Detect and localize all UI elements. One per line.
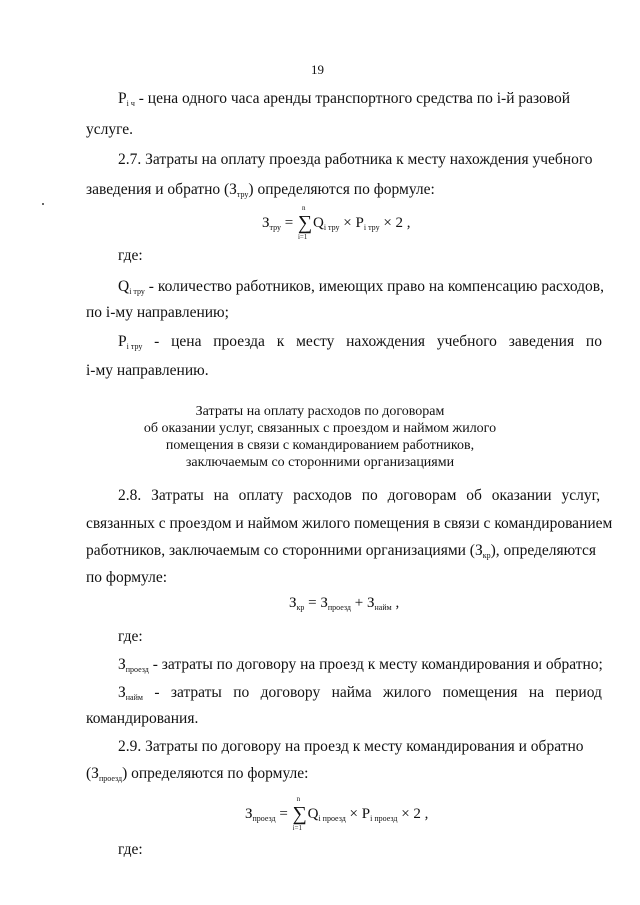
word: - (154, 684, 160, 701)
paragraph-2-9-line1: 2.9. Затраты по договору на проезд к месту командирования и обратно (118, 738, 584, 755)
formula-subscript: i проезд (370, 814, 398, 823)
formula-subscript: проезд (327, 603, 352, 612)
page-number: 19 (311, 62, 324, 77)
word: месту (296, 333, 335, 350)
sum-symbol: n ∑ i=1 (297, 204, 313, 241)
formula-term: З (366, 595, 375, 611)
symbol-p-group (118, 332, 142, 357)
formula-tail: × 2 , (383, 215, 411, 231)
word: договору (260, 684, 321, 701)
where-label: где: (118, 841, 143, 858)
formula-lhs: З (245, 806, 253, 822)
definition-q-tru (118, 277, 604, 302)
paragraph-line: командирования. (86, 710, 199, 727)
symbol-subscript: проезд (98, 774, 123, 783)
where-label: где: (118, 247, 143, 264)
word: к (276, 333, 285, 350)
formula-q: Q (312, 215, 324, 231)
formula-lhs: З (289, 595, 297, 611)
formula-subscript: тру (269, 223, 282, 232)
formula-equals: = (284, 215, 294, 231)
word: период (555, 684, 602, 701)
paragraph-2-8-line1: 2.8. Затраты на оплату расходов по договорам об оказании услуг, (118, 487, 601, 504)
definition-z-proezd (118, 655, 603, 680)
formula-subscript: i тру (323, 223, 340, 232)
symbol-subscript: проезд (125, 665, 149, 674)
paragraph-line: услуге. (86, 121, 134, 138)
formula-subscript: кр (296, 603, 305, 612)
formula-subscript: i проезд (318, 814, 346, 823)
formula-equals: = (308, 595, 317, 611)
formula-z-kr (289, 595, 399, 612)
formula-tail: × 2 , (401, 806, 429, 822)
word: цена (171, 333, 202, 350)
symbol-z: З (474, 542, 483, 559)
symbol-z-group (118, 683, 143, 708)
formula-term: З (320, 595, 328, 611)
word: жилого (383, 684, 432, 701)
word: нахождения (346, 333, 426, 350)
formula-subscript: найм (374, 603, 392, 612)
scan-mark (42, 203, 44, 205)
word: по (585, 333, 602, 350)
formula-equals: = (279, 806, 288, 822)
symbol-q: Q (118, 278, 130, 295)
symbol-z: З (229, 181, 237, 198)
formula-q: Q (307, 806, 319, 822)
sum-lower-limit: i=1 (292, 824, 303, 832)
word: найма (331, 684, 372, 701)
symbol-subscript: i тру (126, 342, 143, 351)
word: по (233, 684, 250, 701)
definition-text: - количество работников, имеющих право на компенсацию расходов, (148, 278, 604, 295)
symbol-z: З (118, 656, 126, 673)
symbol-subscript: найм (125, 693, 143, 702)
word: на (528, 684, 545, 701)
paragraph-2-8-line2: связанных с проездом и наймом жилого помещения в связи с командированием (86, 515, 613, 532)
line-text: ( (86, 765, 92, 782)
definition-p-tru (118, 332, 602, 357)
symbol-subscript: i ч (126, 99, 135, 108)
formula-plus: + (354, 595, 364, 611)
formula-z-proezd (245, 795, 429, 832)
word: проезда (213, 333, 265, 350)
formula-z-tru (262, 204, 411, 241)
section-heading-line: об оказании услуг, связанных с проездом и наймом жилого (143, 421, 497, 436)
symbol-z: З (118, 684, 126, 701)
word: учебного (436, 333, 497, 350)
symbol-subscript: тру (236, 190, 249, 199)
line-text: ) определяются по формуле: (122, 765, 309, 782)
formula-subscript: проезд (252, 814, 276, 823)
paragraph-2-8-line3 (86, 541, 596, 566)
word: помещения (442, 684, 518, 701)
line-text: заведения и обратно ( (86, 181, 230, 198)
sum-symbol: n ∑ i=1 (292, 795, 307, 832)
sum-upper-limit: n (296, 795, 301, 803)
definition-price-hour (118, 89, 602, 114)
symbol-z: З (91, 765, 99, 782)
paragraph-2-7-line1: 2.7. Затраты на оплату проезда работника к месту нахождения учебного (118, 151, 593, 168)
formula-tail: , (395, 595, 400, 611)
formula-p: P (361, 806, 371, 822)
paragraph-2-8-line4: по формуле: (86, 569, 168, 586)
formula-subscript: i тру (363, 223, 380, 232)
paragraph-2-7-line2 (86, 180, 435, 205)
definition-text: - цена одного часа аренды транспортного средства по i-й разовой (138, 90, 571, 107)
sum-upper-limit: n (301, 204, 306, 212)
symbol-subscript: кр (482, 551, 491, 560)
section-heading-line: помещения в связи с командированием работников, (165, 438, 475, 453)
paragraph-line: i-му направлению. (86, 362, 209, 379)
section-heading-line: Затраты на оплату расходов по договорам (195, 404, 445, 419)
definition-text: - затраты по договору на проезд к месту командирования и обратно; (152, 656, 603, 673)
definition-z-naim (118, 683, 602, 708)
line-text: ), определяются (490, 542, 596, 559)
formula-times: × (349, 806, 359, 822)
section-heading-line: заключаемым со сторонними организациями (185, 455, 455, 470)
symbol-p: P (118, 90, 127, 107)
paragraph-line: по i-му направлению; (86, 304, 229, 321)
formula-p: P (355, 215, 364, 231)
paragraph-2-9-line2 (86, 764, 308, 789)
formula-lhs: З (262, 215, 270, 231)
formula-times: × (343, 215, 352, 231)
where-label: где: (118, 628, 143, 645)
symbol-p: P (118, 333, 127, 350)
word: - (154, 333, 160, 350)
sum-lower-limit: i=1 (297, 233, 308, 241)
line-text: работников, заключаемым со сторонними организациями ( (86, 542, 475, 559)
word: заведения (508, 333, 575, 350)
line-text: ) определяются по формуле: (248, 181, 435, 198)
symbol-subscript: i тру (129, 287, 145, 296)
word: затраты (170, 684, 222, 701)
